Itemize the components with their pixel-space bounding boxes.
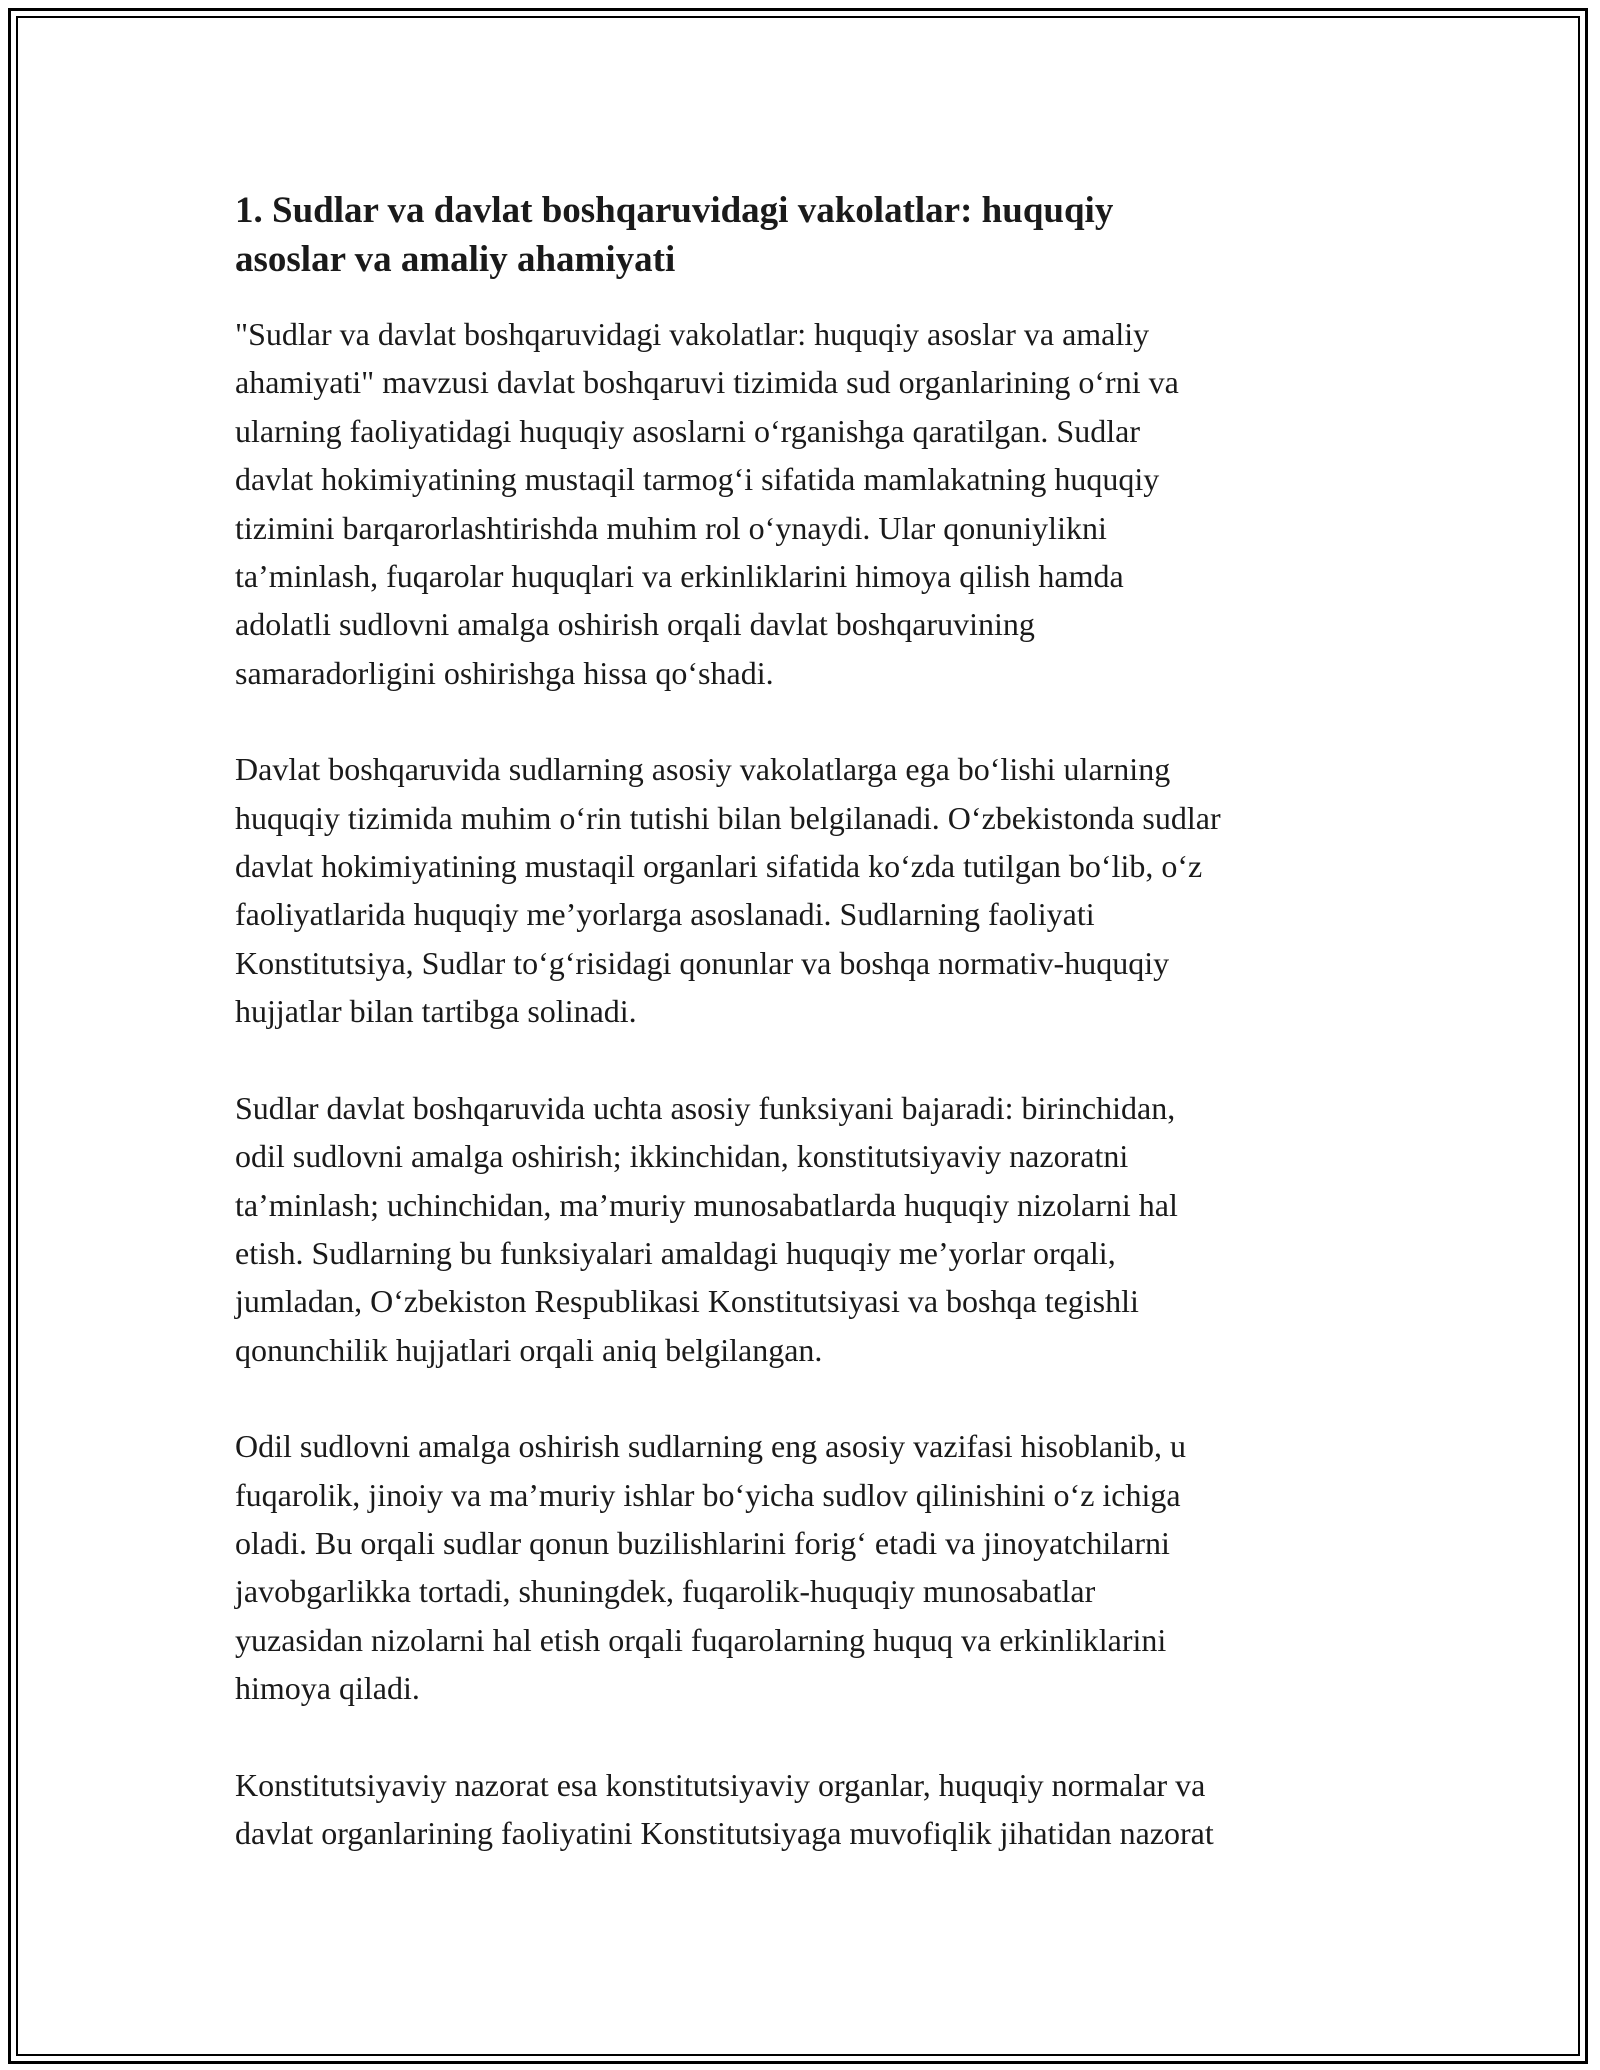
paragraph-line: fuqarolik, jinoiy va ma’muriy ishlar bo‘yicha sudlov qilinishini o‘z ichiga: [235, 1476, 1181, 1513]
paragraph-line: Odil sudlovni amalga oshirish sudlarning eng asosiy vazifasi hisoblanib, u: [235, 1428, 1186, 1465]
paragraph-line: ta’minlash; uchinchidan, ma’muriy munosabatlarda huquqiy nizolarni hal: [235, 1186, 1178, 1223]
paragraph-line: davlat organlarining faoliyatini Konstitutsiyaga muvofiqlik jihatidan nazorat: [235, 1814, 1214, 1851]
paragraph-line: davlat hokimiyatining mustaqil organlari sifatida ko‘zda tutilgan bo‘lib, o‘z: [235, 848, 1203, 885]
paragraph-line: Konstitutsiyaviy nazorat esa konstitutsiyaviy organlar, huquqiy normalar va: [235, 1766, 1206, 1803]
paragraph-line: faoliyatlarida huquqiy me’yorlarga asoslanadi. Sudlarning faoliyati: [235, 896, 1095, 933]
paragraph-line: samaradorligini oshirishga hissa qo‘shadi.: [235, 654, 774, 691]
paragraph-constitutional-control: [235, 1761, 1375, 1858]
paragraph-line: yuzasidan nizolarni hal etish orqali fuqarolarning huquq va erkinliklarini: [235, 1621, 1167, 1658]
paragraph-line: huquqiy tizimida muhim o‘rin tutishi bilan belgilanadi. O‘zbekistonda sudlar: [235, 799, 1221, 836]
paragraph-line: himoya qiladi.: [235, 1670, 420, 1707]
section-title-line: 1. Sudlar va davlat boshqaruvidagi vakolatlar: huquqiy: [235, 190, 1114, 231]
paragraph-line: hujjatlar bilan tartibga solinadi.: [235, 993, 637, 1030]
paragraph-line: ularning faoliyatidagi huquqiy asoslarni o‘rganishga qaratilgan. Sudlar: [235, 412, 1140, 449]
paragraph-line: odil sudlovni amalga oshirish; ikkinchidan, konstitutsiyaviy nazoratni: [235, 1138, 1129, 1175]
paragraph-line: javobgarlikka tortadi, shuningdek, fuqarolik-huquqiy munosabatlar: [235, 1573, 1096, 1610]
section-title-line: asoslar va amaliy ahamiyati: [235, 239, 676, 280]
paragraph-line: Sudlar davlat boshqaruvida uchta asosiy funksiyani bajaradi: birinchidan,: [235, 1089, 1176, 1126]
paragraph-intro: [235, 310, 1375, 697]
paragraph-justice: [235, 1422, 1375, 1712]
paragraph-line: oladi. Bu orqali sudlar qonun buzilishlarini forig‘ etadi va jinoyatchilarni: [235, 1524, 1170, 1561]
paragraph-functions: [235, 1084, 1375, 1374]
paragraph-line: tizimini barqarorlashtirishda muhim rol o‘ynaydi. Ular qonuniylikni: [235, 509, 1107, 546]
paragraph-line: ta’minlash, fuqarolar huquqlari va erkinliklarini himoya qilish hamda: [235, 558, 1124, 595]
paragraph-line: davlat hokimiyatining mustaqil tarmog‘i sifatida mamlakatning huquqiy: [235, 461, 1160, 498]
paragraph-line: qonunchilik hujjatlari orqali aniq belgilangan.: [235, 1331, 823, 1368]
paragraph-line: Konstitutsiya, Sudlar to‘g‘risidagi qonunlar va boshqa normativ-huquqiy: [235, 944, 1170, 981]
paragraph-line: jumladan, O‘zbekiston Respublikasi Konstitutsiyasi va boshqa tegishli: [235, 1283, 1139, 1320]
paragraph-line: etish. Sudlarning bu funksiyalari amaldagi huquqiy me’yorlar orqali,: [235, 1234, 1116, 1271]
paragraph-line: Davlat boshqaruvida sudlarning asosiy vakolatlarga ega bo‘lishi ularning: [235, 751, 1171, 788]
paragraph-powers: [235, 745, 1375, 1035]
paragraph-line: adolatli sudlovni amalga oshirish orqali davlat boshqaruvining: [235, 606, 1035, 643]
document-body: [235, 186, 1375, 1905]
paragraph-line: ahamiyati" mavzusi davlat boshqaruvi tizimida sud organlarining o‘rni va: [235, 364, 1179, 401]
section-title: [235, 186, 1375, 284]
paragraph-line: "Sudlar va davlat boshqaruvidagi vakolatlar: huquqiy asoslar va amaliy: [235, 316, 1150, 352]
